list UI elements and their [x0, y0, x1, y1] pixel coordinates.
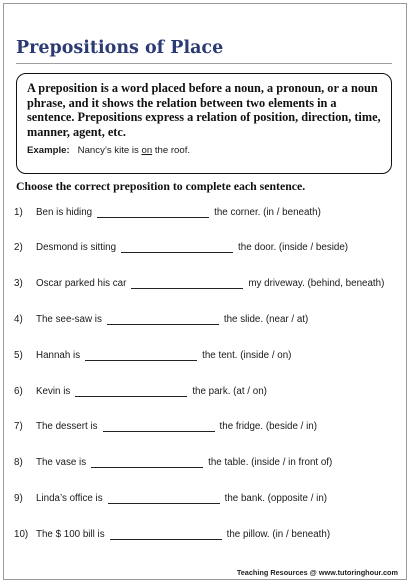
- question-1: [14, 206, 321, 220]
- question-before: Kevin is: [36, 386, 71, 397]
- question-before: The $ 100 bill is: [36, 529, 105, 540]
- answer-blank[interactable]: [108, 493, 220, 504]
- question-8: [14, 456, 332, 470]
- page-title: Prepositions of Place: [16, 38, 224, 58]
- question-before: Hannah is: [36, 350, 81, 361]
- question-3: [14, 277, 384, 291]
- example-line: [27, 145, 383, 157]
- question-number: 8): [14, 457, 23, 468]
- instruction: Choose the correct preposition to complete each sentence.: [16, 179, 306, 193]
- question-number: 1): [14, 207, 23, 218]
- answer-blank[interactable]: [75, 386, 187, 397]
- definition-box: [16, 73, 392, 174]
- answer-blank[interactable]: [85, 350, 197, 361]
- question-after: the fridge. (beside / in): [219, 421, 318, 432]
- example-label: Example:: [27, 145, 70, 157]
- example-after: the roof.: [152, 145, 191, 157]
- answer-blank[interactable]: [121, 242, 233, 253]
- question-after: the tent. (inside / on): [202, 350, 292, 361]
- question-before: The dessert is: [36, 421, 98, 432]
- answer-blank[interactable]: [97, 207, 209, 218]
- question-number: 4): [14, 314, 23, 325]
- question-after: the park. (at / on): [192, 386, 267, 397]
- title-divider: [16, 63, 392, 64]
- question-before: Desmond is sitting: [36, 242, 117, 253]
- question-after: the corner. (in / beneath): [214, 207, 321, 218]
- question-after: the pillow. (in / beneath): [226, 529, 331, 540]
- example-before: Nancy’s kite is: [77, 145, 142, 157]
- question-before: Oscar parked his car: [36, 278, 127, 289]
- question-after: the door. (inside / beside): [238, 242, 349, 253]
- question-after: my driveway. (behind, beneath): [248, 278, 385, 289]
- example-answer: on: [141, 145, 153, 157]
- question-6: [14, 385, 267, 399]
- answer-blank[interactable]: [110, 529, 222, 540]
- question-after: the bank. (opposite / in): [224, 493, 328, 504]
- answer-blank[interactable]: [103, 421, 215, 432]
- answer-blank[interactable]: [91, 457, 203, 468]
- definition-text: A preposition is a word placed before a noun, a pronoun, or a noun phrase, and it shows the relation between two elements in a sentence. Prepositions express a relation of position, direction, time, manner, agent, etc.: [27, 81, 381, 139]
- question-after: the slide. (near / at): [223, 314, 309, 325]
- question-number: 10): [14, 529, 29, 540]
- question-4: [14, 313, 308, 327]
- question-number: 9): [14, 493, 23, 504]
- question-5: [14, 349, 291, 363]
- answer-blank[interactable]: [131, 278, 243, 289]
- question-after: the table. (inside / in front of): [208, 457, 333, 468]
- question-number: 7): [14, 421, 23, 432]
- question-before: The vase is: [36, 457, 87, 468]
- question-before: The see-saw is: [36, 314, 102, 325]
- footer-credit: Teaching Resources @ www.tutoringhour.com: [236, 568, 398, 577]
- question-number: 5): [14, 350, 23, 361]
- question-number: 6): [14, 386, 23, 397]
- question-2: [14, 241, 348, 255]
- question-before: Linda’s office is: [36, 493, 103, 504]
- question-9: [14, 492, 327, 506]
- answer-blank[interactable]: [107, 314, 219, 325]
- question-number: 2): [14, 242, 23, 253]
- question-number: 3): [14, 278, 23, 289]
- question-7: [14, 420, 317, 434]
- question-before: Ben is hiding: [36, 207, 93, 218]
- question-10: [14, 528, 330, 542]
